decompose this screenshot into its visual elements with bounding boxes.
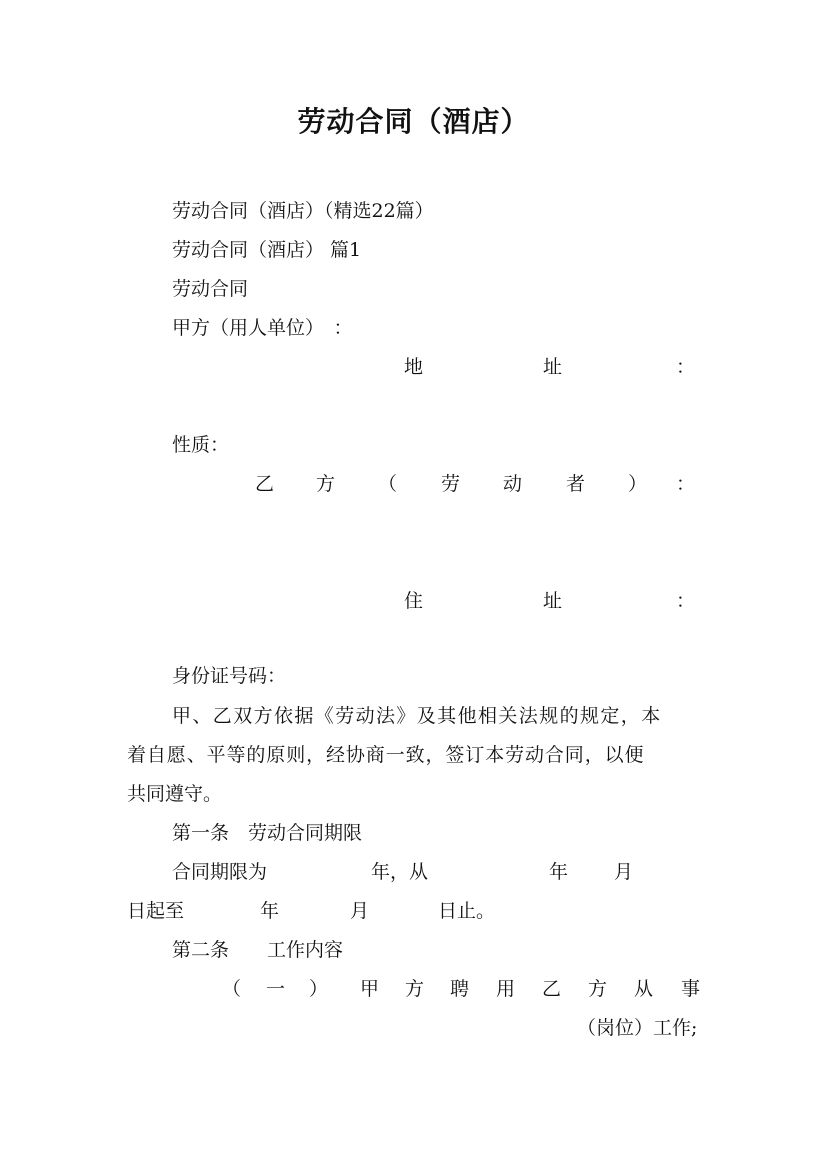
work-content-char: 事 [681, 978, 701, 1000]
work-content-char: 甲 [360, 978, 380, 1000]
residence-label-char: ： [676, 590, 696, 612]
intro-paragraph-line: 甲、乙双方依据《劳动法》及其他相关法规的规定，本 [172, 705, 662, 727]
address-label-char: ： [676, 356, 696, 378]
work-content-char: 聘 [450, 978, 470, 1000]
id-number-label: 身份证号码： [172, 665, 287, 687]
party-b-char: 动 [503, 473, 523, 495]
work-content-char: 一 [266, 978, 286, 1000]
party-b-char: 劳 [441, 473, 461, 495]
heading-contract: 劳动合同 [172, 278, 249, 300]
work-content-char: 用 [496, 978, 516, 1000]
address-label-char: 址 [543, 356, 563, 378]
heading-part1: 劳动合同（酒店） 篇1 [172, 239, 362, 261]
term-text: 年 [260, 900, 280, 922]
party-b-char: 乙 [255, 473, 275, 495]
party-b-char: 方 [316, 473, 336, 495]
article-1-heading: 第一条 劳动合同期限 [172, 822, 363, 844]
term-text: 月 [350, 900, 370, 922]
article-2-heading: 第二条 工作内容 [172, 939, 344, 961]
work-content-char: 方 [588, 978, 608, 1000]
page-title: 劳动合同（酒店） [297, 105, 530, 138]
work-content-char: 方 [405, 978, 425, 1000]
party-b-char: ） [628, 473, 648, 495]
heading-main: 劳动合同（酒店）（精选22篇） [172, 200, 434, 222]
nature-label: 性质： [172, 434, 230, 456]
residence-label-char: 住 [404, 590, 424, 612]
address-label-char: 地 [404, 356, 424, 378]
term-text: 年，从 [371, 861, 429, 883]
term-text: 月 [614, 861, 634, 883]
work-content-char: 乙 [542, 978, 562, 1000]
term-text: 日起至 [127, 900, 185, 922]
party-b-char: （ [378, 473, 398, 495]
work-content-char: （ [222, 978, 242, 1000]
work-content-line: （岗位）工作; [577, 1017, 698, 1039]
work-content-char: ） [309, 978, 329, 1000]
term-text: 日止。 [438, 900, 496, 922]
residence-label-char: 址 [543, 590, 563, 612]
term-text: 年 [549, 861, 569, 883]
intro-paragraph-line: 着自愿、平等的原则，经协商一致，签订本劳动合同，以便 [127, 744, 645, 766]
party-b-char: ： [676, 473, 696, 495]
party-a-label: 甲方（用人单位） ： [172, 317, 353, 339]
intro-paragraph-line: 共同遵守。 [127, 783, 223, 805]
party-b-char: 者 [566, 473, 586, 495]
term-text: 合同期限为 [172, 861, 268, 883]
work-content-char: 从 [634, 978, 654, 1000]
